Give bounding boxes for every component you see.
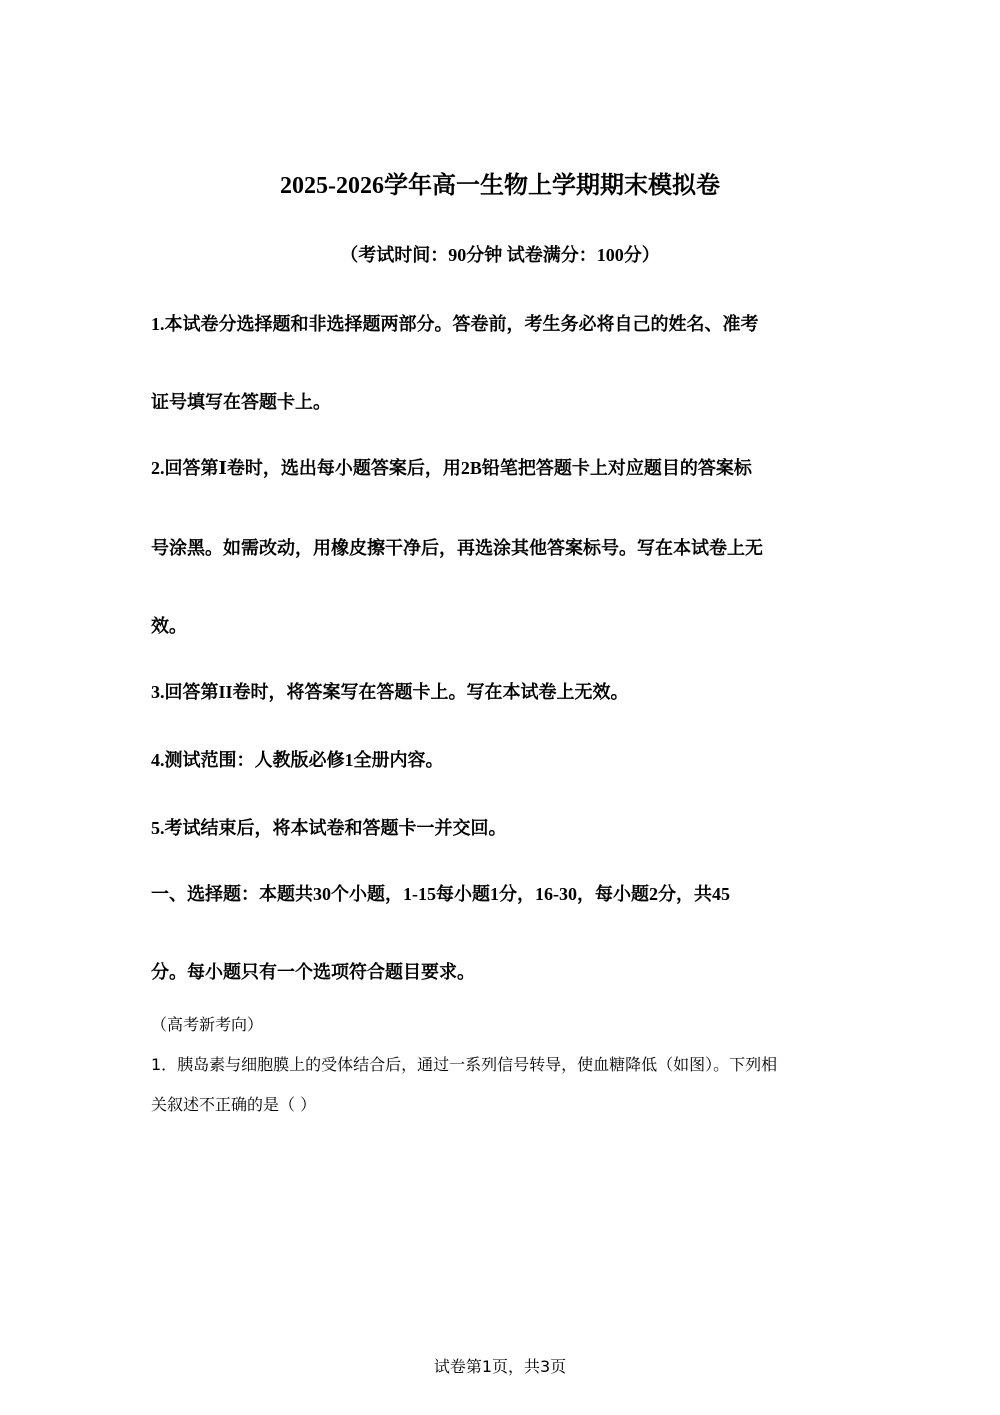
question-1-line-b: 关叙述不正确的是（ ）: [151, 1095, 317, 1114]
notice-2-line-c: 效。: [151, 616, 187, 636]
notice-2-line-b: 号涂黑。如需改动，用橡皮擦干净后，再选涂其他答案标号。写在本试卷上无: [151, 538, 763, 558]
notice-2-line-a: 2.回答第Ⅰ卷时，选出每小题答案后，用2B铅笔把答题卡上对应题目的答案标: [151, 458, 752, 478]
notice-3: 3.回答第II卷时，将答案写在答题卡上。写在本试卷上无效。: [151, 682, 629, 702]
question-1-line-a: 1．胰岛素与细胞膜上的受体结合后，通过一系列信号转导，使血糖降低（如图）。下列相: [151, 1055, 778, 1074]
notice-1-line-a: 1.本试卷分选择题和非选择题两部分。答卷前，考生务必将自己的姓名、准考: [151, 314, 759, 334]
notice-4: 4.测试范围：人教版必修1全册内容。: [151, 750, 444, 770]
page-footer: 试卷第1页，共3页: [433, 1357, 567, 1376]
notice-1-line-b: 证号填写在答题卡上。: [151, 392, 331, 412]
question-tag: （高考新考向）: [151, 1015, 264, 1034]
page-title: 2025-2026学年高一生物上学期期末模拟卷: [280, 173, 720, 199]
section-heading-line-a: 一、选择题：本题共30个小题，1-15每小题1分，16-30，每小题2分，共45: [151, 884, 730, 904]
notice-5: 5.考试结束后，将本试卷和答题卡一并交回。: [151, 818, 507, 838]
exam-duration-info: （考试时间：90分钟 试卷满分：100分）: [340, 245, 660, 265]
section-heading-line-b: 分。每小题只有一个选项符合题目要求。: [151, 962, 475, 982]
